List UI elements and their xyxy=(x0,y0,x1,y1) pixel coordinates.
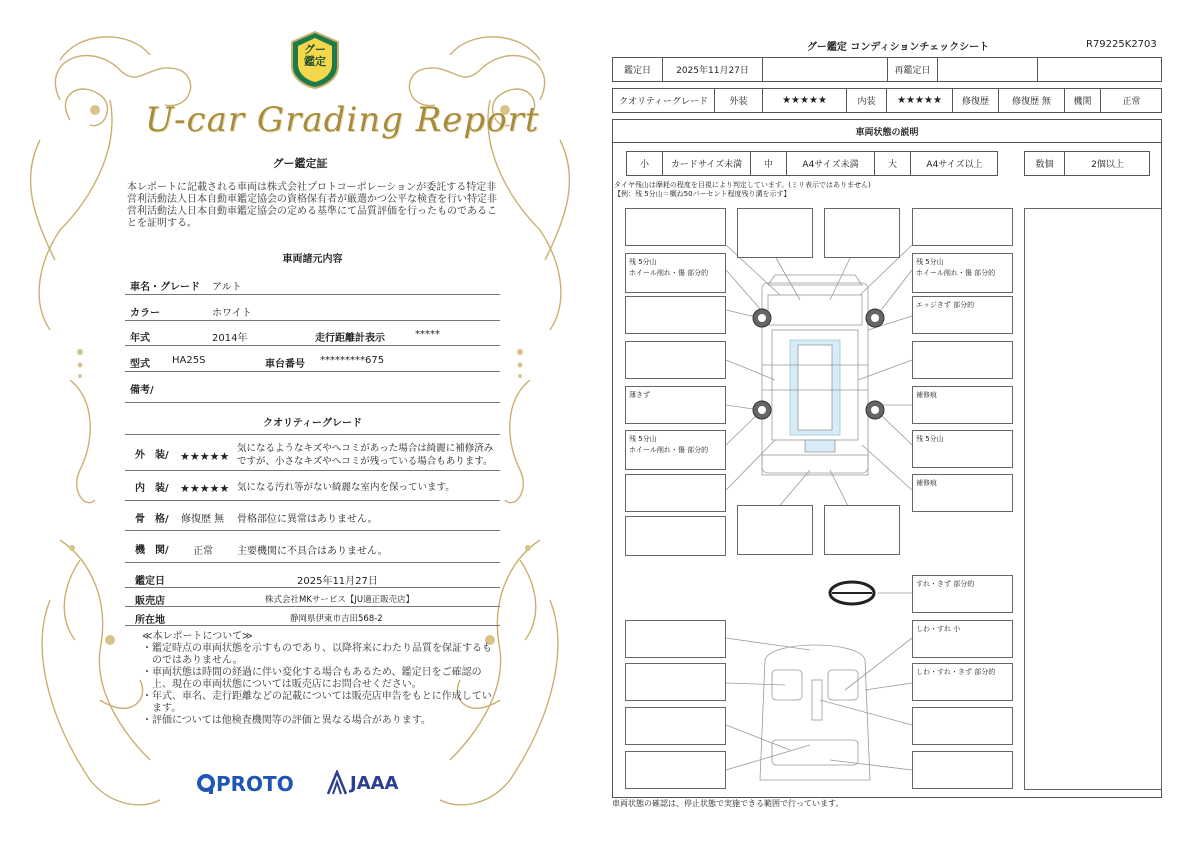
condition-box-empty xyxy=(625,707,726,745)
jaaa-logo-mark xyxy=(326,770,348,796)
note-item: ・車両状態は時間の経過に伴い変化する場合もあるため、鑑定日をご確認の上、現在の車両状態については販売店にお問合せください。 xyxy=(142,667,482,690)
location-row xyxy=(125,607,500,626)
exterior-desc-1: 気になるようなキズやへコミがあった場合は綺麗に補修済み xyxy=(237,443,494,454)
sheet-title: グー鑑定 コンディションチェックシート xyxy=(806,42,990,53)
box-text: 残 5分山 xyxy=(916,258,944,266)
engine-value: 正常 xyxy=(1122,97,1141,107)
report-notes xyxy=(140,631,495,727)
chassis-value: *********675 xyxy=(320,355,385,366)
condition-box-empty xyxy=(737,208,813,258)
box-text: 残 5分山 xyxy=(629,258,657,266)
location-value: 静岡県伊東市吉田568-2 xyxy=(290,614,383,624)
specs-title: 車両諸元内容 xyxy=(282,254,343,265)
legend-large-desc: A4サイズ以上 xyxy=(926,160,983,170)
condition-box-empty xyxy=(625,620,726,658)
engine-label: 機 関/ xyxy=(135,545,169,556)
exterior-label: 外 装/ xyxy=(135,450,169,461)
dealer-value: 株式会社MKサービス【JU適正販売店】 xyxy=(265,595,415,605)
box-text: 残 5分山 xyxy=(916,435,944,443)
report-title: U-car Grading Report xyxy=(145,100,540,140)
condition-box-left-side xyxy=(625,386,726,424)
box-text: すれ・きず 部分的 xyxy=(916,580,975,588)
condition-box-front-right-tire xyxy=(912,253,1013,293)
certificate-title: グー鑑定証 xyxy=(272,157,328,170)
condition-box-seat xyxy=(912,663,1013,701)
proto-logo: PROTO xyxy=(216,772,294,796)
repair-label: 修復歴 xyxy=(953,89,999,112)
name-label: 車名・グレード xyxy=(130,282,200,293)
box-text: ホイール削れ・傷 部分的 xyxy=(629,269,709,277)
steering-wheel-icon xyxy=(830,582,874,604)
engine-value: 正常 xyxy=(193,546,213,557)
frame-value: 修復歴 無 xyxy=(181,514,225,525)
condition-box-empty xyxy=(625,296,726,334)
legend-count-desc: 2個以上 xyxy=(1091,160,1124,170)
certificate-statement: 本レポートに記載される車両は株式会社プロトコーポレーションが委託する特定非営利活動法人日本自動車鑑定協会の資格保有者が厳選かつ公平な検査を行い特定非営利活動法人日本自動車鑑定協会の定める基準にて品質評価を行ったものであることを証明する。 xyxy=(127,182,497,229)
frame-label: 骨 格/ xyxy=(135,514,169,525)
condition-box-empty xyxy=(625,751,726,789)
condition-box-right-side xyxy=(912,386,1013,424)
notes-title: ≪本レポートについて≫ xyxy=(142,631,253,642)
condition-box-empty xyxy=(824,208,900,258)
note-item: ・鑑定時点の車両状態を示すものであり、以降将来にわたり品質を保証するものではありません。 xyxy=(142,643,492,666)
note-item: ・年式、車名、走行距離などの記載については販売店申告をもとに作成しています。 xyxy=(142,691,492,714)
repair-value: 修復歴 無 xyxy=(999,89,1065,112)
model-value: HA25S xyxy=(172,355,206,366)
int-label: 内装 xyxy=(847,89,887,112)
condition-box-rear-right xyxy=(912,474,1013,512)
box-text: 補修痕 xyxy=(916,391,937,399)
box-text: エッジきず 部分的 xyxy=(916,301,975,309)
interior-stars: ★★★★★ xyxy=(180,482,230,495)
box-text: しわ・すれ 小 xyxy=(916,625,961,633)
exterior-stars: ★★★★★ xyxy=(180,450,230,463)
color-label: カラー xyxy=(130,308,160,319)
quality-row-exterior xyxy=(125,434,500,471)
condition-box-rear-right-tire xyxy=(912,430,1013,468)
mileage-label: 走行距離計表示 xyxy=(315,333,385,344)
spec-row-color xyxy=(125,296,500,321)
condition-box-empty xyxy=(912,341,1013,379)
date-label: 鑑定日 xyxy=(613,58,663,81)
dealer-label: 販売店 xyxy=(135,596,165,607)
condition-box-empty xyxy=(625,208,726,246)
interior-label: 内 装/ xyxy=(135,483,169,494)
condition-box-rear-left-tire xyxy=(625,430,726,470)
color-value: ホワイト xyxy=(212,308,252,319)
box-text: 残 5分山 xyxy=(629,435,657,443)
date-row xyxy=(125,568,500,588)
ext-label: 外装 xyxy=(715,89,763,112)
condition-box-empty xyxy=(912,208,1013,246)
engine-label: 機関 xyxy=(1065,89,1101,112)
jaaa-logo: JAAA xyxy=(350,773,399,794)
date-label: 鑑定日 xyxy=(135,576,165,587)
engine-desc: 主要機関に不具合はありません。 xyxy=(237,546,388,557)
spec-row-name xyxy=(125,270,500,295)
condition-check-sheet xyxy=(600,0,1200,848)
frame-desc: 骨格部位に異常はありません。 xyxy=(237,514,378,525)
condition-box-empty xyxy=(912,707,1013,745)
notes-box xyxy=(1024,208,1162,790)
quality-row-engine xyxy=(125,531,500,563)
int-stars: ★★★★★ xyxy=(887,89,953,112)
sheet-number: R79225K2703 xyxy=(1086,39,1157,50)
legend-mid: 中 xyxy=(751,152,787,175)
legend-small: 小 xyxy=(627,152,663,175)
quality-row-frame xyxy=(125,501,500,531)
box-text: 薄きず xyxy=(629,391,650,399)
condition-box-empty xyxy=(824,505,900,555)
date-value: 2025年11月27日 xyxy=(297,576,378,587)
note-item: ・評価については他検査機関等の評価と異なる場合があります。 xyxy=(142,715,431,726)
condition-box-empty xyxy=(737,505,813,555)
chassis-label: 車台番号 xyxy=(265,359,305,370)
year-label: 年式 xyxy=(130,333,150,344)
box-text: しわ・すれ・きず 部分的 xyxy=(916,668,996,676)
ext-stars: ★★★★★ xyxy=(763,89,847,112)
condition-box-front-seat xyxy=(912,620,1013,658)
date-value: 2025年11月27日 xyxy=(663,58,763,81)
quality-title: クオリティーグレード xyxy=(263,418,362,429)
exterior-desc-2: ですが、小さなキズやへコミが残っている場合もあります。 xyxy=(237,456,493,467)
spec-row-year xyxy=(125,321,500,346)
name-value: アルト xyxy=(212,282,242,293)
logo-text: グー 鑑定 xyxy=(304,43,326,68)
interior-desc: 気になる汚れ等がない綺麗な室内を保っています。 xyxy=(237,482,455,493)
legend-large: 大 xyxy=(875,152,911,175)
mileage-value: ***** xyxy=(415,329,440,340)
legend-mid-desc: A4サイズ未満 xyxy=(787,152,875,175)
grade-label: クオリティーグレード xyxy=(613,89,715,112)
condition-box-front-left-tire xyxy=(625,253,726,293)
spec-row-remarks xyxy=(125,373,500,403)
condition-box-empty xyxy=(912,751,1013,789)
model-label: 型式 xyxy=(130,359,150,370)
tire-note-example: 【例：残 5分山＝概ね50パーセント程度残り溝を示す】 xyxy=(614,190,791,198)
quality-row-interior xyxy=(125,471,500,501)
condition-box-steering xyxy=(912,575,1013,613)
box-text: ホイール削れ・傷 部分的 xyxy=(629,446,709,454)
box-text: ホイール削れ・傷 部分的 xyxy=(916,269,996,277)
re-date-label: 再鑑定日 xyxy=(888,58,938,81)
condition-box-empty xyxy=(625,516,726,556)
condition-box-empty xyxy=(625,341,726,379)
legend-small-desc: カードサイズ未満 xyxy=(663,152,751,175)
condition-box-front-right xyxy=(912,296,1013,334)
condition-title: 車両状態の説明 xyxy=(612,119,1162,143)
spec-row-model xyxy=(125,347,500,372)
footer-note: 車両状態の確認は、停止状態で実施できる範囲で行っています。 xyxy=(612,799,844,808)
year-value: 2014年 xyxy=(212,333,248,344)
tire-note: タイヤ残山は摩耗の程度を目視により判定しています。(ミリ表示ではありません) xyxy=(614,181,871,189)
legend-count: 数個 xyxy=(1025,152,1065,175)
dealer-row xyxy=(125,588,500,607)
remarks-label: 備考/ xyxy=(130,385,154,396)
proto-logo-mark xyxy=(196,773,216,795)
condition-box-empty xyxy=(625,474,726,512)
condition-box-empty xyxy=(625,663,726,701)
box-text: 補修痕 xyxy=(916,479,937,487)
location-label: 所在地 xyxy=(135,615,165,626)
